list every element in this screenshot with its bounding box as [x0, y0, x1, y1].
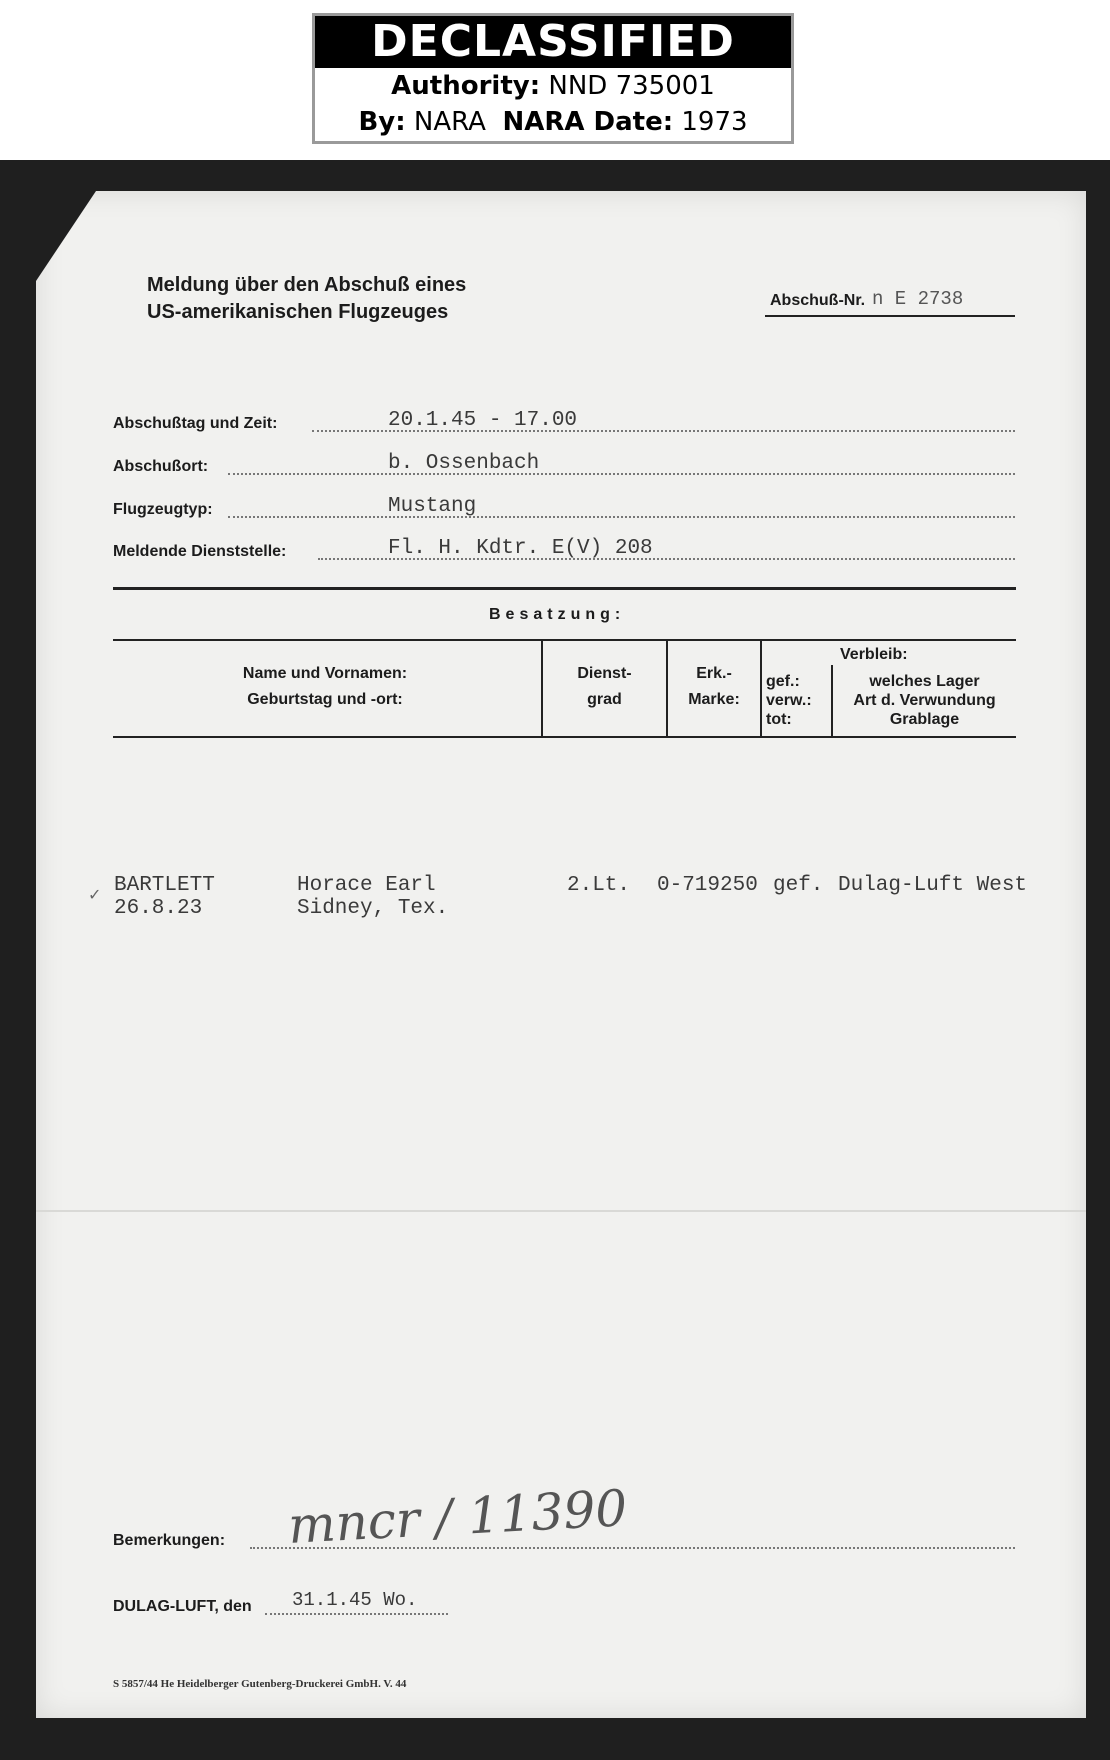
th-tag	[668, 664, 760, 710]
crew-rank: 2.Lt.	[567, 874, 631, 897]
remarks-label: Bemerkungen:	[113, 1532, 226, 1549]
field-value-location: b. Ossenbach	[388, 452, 540, 475]
place-date-dotline	[265, 1613, 448, 1615]
th-status	[762, 672, 835, 729]
th-status-line3: tot:	[766, 711, 792, 728]
th-tag-line1: Erk.-	[696, 665, 732, 682]
field-dotline-aircraft-type	[228, 516, 1015, 518]
shootdown-number-label: Abschuß-Nr.	[770, 292, 866, 309]
th-name	[200, 664, 450, 710]
th-name-line1: Name und Vornamen:	[242, 665, 408, 682]
th-rank	[543, 664, 666, 710]
document-title-line2: US-amerikanischen Flugzeuges	[147, 301, 449, 323]
stamp-by	[315, 104, 791, 140]
field-label-reporting-unit: Meldende Dienststelle:	[113, 543, 287, 560]
th-rank-line1: Dienst-	[577, 665, 632, 682]
declassified-stamp	[312, 13, 794, 144]
stamp-date-label: NARA Date:	[502, 107, 674, 137]
torn-corner	[36, 191, 96, 281]
stamp-authority	[315, 68, 791, 104]
field-label-location: Abschußort:	[113, 458, 209, 475]
field-label-date-time: Abschußtag und Zeit:	[113, 415, 278, 432]
checkmark-icon: ✓	[88, 885, 102, 904]
field-value-reporting-unit: Fl. H. Kdtr. E(V) 208	[388, 537, 653, 560]
stamp-heading: DECLASSIFIED	[315, 16, 791, 68]
printer-line: S 5857/44 He Heidelberger Gutenberg-Druckerei GmbH. V. 44	[113, 1678, 407, 1690]
field-value-aircraft-type: Mustang	[388, 495, 477, 518]
crew-surname: BARTLETT	[114, 874, 215, 897]
field-label-aircraft-type: Flugzeugtyp:	[113, 501, 213, 518]
th-fate-line1: welches Lager	[869, 673, 980, 690]
remarks-handwritten: mncr / 11390	[286, 1479, 629, 1555]
stamp-authority-value: NND 735001	[548, 71, 715, 101]
th-fate-title: Verbleib:	[840, 646, 908, 663]
field-dotline-location	[228, 473, 1015, 475]
table-top-rule	[113, 639, 1016, 641]
crew-given-names: Horace Earl	[297, 874, 436, 897]
crew-whereabouts: Dulag-Luft West	[838, 874, 1028, 897]
table-bottom-rule	[113, 736, 1016, 738]
place-date-label: DULAG-LUFT, den	[113, 1598, 252, 1615]
stamp-authority-label: Authority:	[391, 71, 541, 101]
th-name-line2: Geburtstag und -ort:	[247, 691, 403, 708]
shootdown-number-value: n E 2738	[872, 288, 964, 310]
th-status-line2: verw.:	[766, 692, 812, 709]
th-rank-line2: grad	[587, 691, 622, 708]
th-status-line1: gef.:	[766, 673, 800, 690]
place-date-value: 31.1.45 Wo.	[292, 1589, 418, 1611]
shootdown-number-underline	[765, 315, 1015, 317]
stamp-date-value: 1973	[681, 107, 748, 137]
crew-birthdate: 26.8.23	[114, 897, 203, 920]
document-title-line1: Meldung über den Abschuß eines	[147, 274, 467, 296]
crew-status: gef.	[773, 874, 824, 897]
table-row	[114, 874, 215, 920]
th-fate	[833, 672, 1016, 729]
th-fate-line3: Grablage	[889, 711, 960, 728]
paper-fold-line	[36, 1210, 1086, 1212]
th-tag-line2: Marke:	[688, 691, 740, 708]
crew-birthplace: Sidney, Tex.	[297, 897, 449, 920]
section-rule	[113, 587, 1016, 590]
stamp-by-label: By:	[358, 107, 406, 137]
crew-serial: 0-719250	[657, 874, 758, 897]
th-fate-line2: Art d. Verwundung	[853, 692, 996, 709]
crew-heading: Besatzung:	[489, 606, 626, 623]
stamp-by-value: NARA	[413, 107, 486, 137]
field-value-date-time: 20.1.45 - 17.00	[388, 409, 578, 432]
crew-given-names-block	[297, 874, 448, 920]
